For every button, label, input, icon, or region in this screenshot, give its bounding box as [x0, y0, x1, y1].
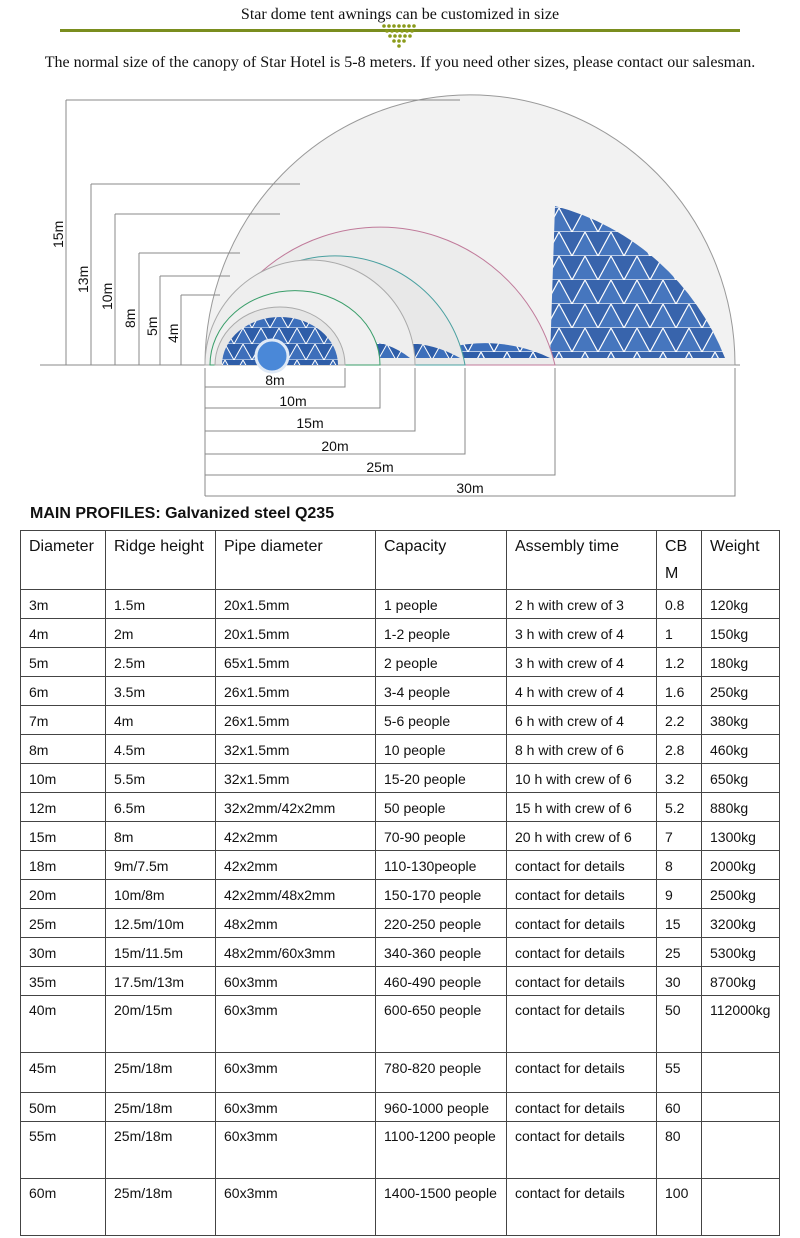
table-row: [21, 938, 780, 967]
width-label: 8m: [265, 372, 285, 388]
table-row: [21, 590, 780, 619]
table-cell: 3.5m: [106, 677, 216, 706]
table-header-row: [21, 531, 780, 590]
table-cell: 70-90 people: [376, 822, 507, 851]
table-cell: 4m: [21, 619, 106, 648]
table-header-cell: Weight: [702, 531, 780, 590]
table-cell: 50m: [21, 1093, 106, 1122]
table-cell: 100: [657, 1179, 702, 1236]
table-row: [21, 619, 780, 648]
table-header-cell: Capacity: [376, 531, 507, 590]
table-cell: 3m: [21, 590, 106, 619]
table-cell: 2000kg: [702, 851, 780, 880]
table-cell: 150-170 people: [376, 880, 507, 909]
table-cell: 10m/8m: [106, 880, 216, 909]
dome-size-diagram: [0, 88, 800, 500]
table-row: [21, 793, 780, 822]
width-label: 10m: [279, 393, 307, 409]
table-cell: 8m: [21, 735, 106, 764]
table-cell: 3-4 people: [376, 677, 507, 706]
table-cell: 2.2: [657, 706, 702, 735]
table-cell: 1400-1500 people: [376, 1179, 507, 1236]
table-cell: 45m: [21, 1053, 106, 1093]
table-cell: 7m: [21, 706, 106, 735]
table-row: [21, 1093, 780, 1122]
table-cell: 10 people: [376, 735, 507, 764]
table-cell: 880kg: [702, 793, 780, 822]
table-cell: 0.8: [657, 590, 702, 619]
table-cell: 250kg: [702, 677, 780, 706]
table-cell: contact for details: [507, 1093, 657, 1122]
table-cell: 600-650 people: [376, 996, 507, 1053]
table-row: [21, 648, 780, 677]
table-cell: 1: [657, 619, 702, 648]
table-cell: 17.5m/13m: [106, 967, 216, 996]
height-label: 8m: [122, 308, 138, 328]
table-cell: 15m/11.5m: [106, 938, 216, 967]
table-cell: 60x3mm: [216, 1179, 376, 1236]
table-cell: 3 h with crew of 4: [507, 648, 657, 677]
table-cell: 960-1000 people: [376, 1093, 507, 1122]
height-label: 10m: [99, 282, 115, 310]
table-cell: 20x1.5mm: [216, 590, 376, 619]
table-cell: 48x2mm: [216, 909, 376, 938]
table-cell: 650kg: [702, 764, 780, 793]
table-cell: 12m: [21, 793, 106, 822]
table-cell: 60x3mm: [216, 967, 376, 996]
table-header-cell: CBM: [657, 531, 702, 590]
table-cell: 3200kg: [702, 909, 780, 938]
dots-ornament: [380, 22, 420, 48]
table-cell: 25m/18m: [106, 1179, 216, 1236]
table-cell: 4.5m: [106, 735, 216, 764]
table-cell: 110-130people: [376, 851, 507, 880]
height-label: 13m: [75, 265, 91, 293]
table-cell: 1100-1200 people: [376, 1122, 507, 1179]
table-cell: 15 h with crew of 6: [507, 793, 657, 822]
table-row: [21, 1122, 780, 1179]
table-cell: 2m: [106, 619, 216, 648]
table-cell: 18m: [21, 851, 106, 880]
table-cell: 2.8: [657, 735, 702, 764]
table-cell: 10 h with crew of 6: [507, 764, 657, 793]
table-row: [21, 764, 780, 793]
table-cell: 60x3mm: [216, 1053, 376, 1093]
table-cell: [702, 1122, 780, 1179]
page-title: Star dome tent awnings can be customized in size: [240, 6, 560, 23]
table-cell: 1.2: [657, 648, 702, 677]
table-cell: 380kg: [702, 706, 780, 735]
table-cell: 1.5m: [106, 590, 216, 619]
table-cell: 60x3mm: [216, 996, 376, 1053]
table-cell: 20x1.5mm: [216, 619, 376, 648]
table-cell: 1 people: [376, 590, 507, 619]
table-cell: 4 h with crew of 4: [507, 677, 657, 706]
table-cell: 30m: [21, 938, 106, 967]
table-cell: 35m: [21, 967, 106, 996]
table-cell: 25m/18m: [106, 1053, 216, 1093]
table-cell: 8m: [106, 822, 216, 851]
profiles-heading: MAIN PROFILES: Galvanized steel Q235: [30, 505, 335, 522]
table-cell: 3.2: [657, 764, 702, 793]
table-cell: 4m: [106, 706, 216, 735]
table-cell: 30: [657, 967, 702, 996]
width-label: 20m: [321, 438, 349, 454]
table-cell: 220-250 people: [376, 909, 507, 938]
table-cell: 42x2mm: [216, 822, 376, 851]
table-cell: 12.5m/10m: [106, 909, 216, 938]
table-cell: 55: [657, 1053, 702, 1093]
table-cell: 2 h with crew of 3: [507, 590, 657, 619]
table-cell: 20m/15m: [106, 996, 216, 1053]
table-cell: 120kg: [702, 590, 780, 619]
table-cell: 40m: [21, 996, 106, 1053]
table-cell: contact for details: [507, 938, 657, 967]
table-cell: 150kg: [702, 619, 780, 648]
table-cell: 5m: [21, 648, 106, 677]
table-cell: 5300kg: [702, 938, 780, 967]
table-cell: 340-360 people: [376, 938, 507, 967]
table-cell: contact for details: [507, 1053, 657, 1093]
table-cell: 6.5m: [106, 793, 216, 822]
table-cell: contact for details: [507, 1179, 657, 1236]
table-cell: 180kg: [702, 648, 780, 677]
table-row: [21, 706, 780, 735]
table-cell: 3 h with crew of 4: [507, 619, 657, 648]
table-cell: 2 people: [376, 648, 507, 677]
table-row: [21, 996, 780, 1053]
table-cell: 7: [657, 822, 702, 851]
table-cell: 5.5m: [106, 764, 216, 793]
table-cell: 10m: [21, 764, 106, 793]
height-label: 4m: [165, 323, 181, 343]
table-cell: 6m: [21, 677, 106, 706]
table-cell: 26x1.5mm: [216, 706, 376, 735]
table-cell: 60x3mm: [216, 1122, 376, 1179]
table-cell: 1-2 people: [376, 619, 507, 648]
table-cell: 5.2: [657, 793, 702, 822]
table-cell: 1.6: [657, 677, 702, 706]
table-row: [21, 735, 780, 764]
table-cell: 9: [657, 880, 702, 909]
table-row: [21, 851, 780, 880]
table-cell: 460kg: [702, 735, 780, 764]
table-cell: 460-490 people: [376, 967, 507, 996]
height-label: 5m: [144, 316, 160, 336]
width-label: 15m: [296, 415, 324, 431]
table-cell: 60m: [21, 1179, 106, 1236]
table-cell: 15: [657, 909, 702, 938]
table-cell: 6 h with crew of 4: [507, 706, 657, 735]
table-cell: 25m/18m: [106, 1093, 216, 1122]
table-cell: 48x2mm/60x3mm: [216, 938, 376, 967]
table-cell: contact for details: [507, 967, 657, 996]
height-label: 15m: [50, 220, 66, 248]
table-cell: 1300kg: [702, 822, 780, 851]
table-row: [21, 967, 780, 996]
table-row: [21, 677, 780, 706]
table-cell: 60x3mm: [216, 1093, 376, 1122]
table-cell: contact for details: [507, 996, 657, 1053]
table-cell: 55m: [21, 1122, 106, 1179]
table-cell: 42x2mm/48x2mm: [216, 880, 376, 909]
table-cell: 2500kg: [702, 880, 780, 909]
table-cell: [702, 1179, 780, 1236]
table-cell: 25m/18m: [106, 1122, 216, 1179]
table-cell: 60: [657, 1093, 702, 1122]
width-label: 30m: [456, 480, 484, 496]
table-cell: 65x1.5mm: [216, 648, 376, 677]
table-cell: 80: [657, 1122, 702, 1179]
table-row: [21, 1179, 780, 1236]
table-row: [21, 1053, 780, 1093]
table-cell: 15m: [21, 822, 106, 851]
table-cell: contact for details: [507, 880, 657, 909]
table-cell: 25m: [21, 909, 106, 938]
table-cell: contact for details: [507, 1122, 657, 1179]
table-cell: 32x1.5mm: [216, 735, 376, 764]
page-subtitle: The normal size of the canopy of Star Hotel is 5-8 meters. If you need other sizes, please contact our salesman.: [44, 54, 756, 71]
table-cell: 8 h with crew of 6: [507, 735, 657, 764]
table-cell: 20 h with crew of 6: [507, 822, 657, 851]
table-header-cell: Diameter: [21, 531, 106, 590]
table-cell: 32x2mm/42x2mm: [216, 793, 376, 822]
table-header-cell: Assembly time: [507, 531, 657, 590]
table-cell: 50: [657, 996, 702, 1053]
table-cell: 8700kg: [702, 967, 780, 996]
table-cell: 42x2mm: [216, 851, 376, 880]
width-label: 25m: [366, 459, 394, 475]
table-header-cell: Pipe diameter: [216, 531, 376, 590]
table-cell: [702, 1093, 780, 1122]
table-cell: 25: [657, 938, 702, 967]
table-cell: contact for details: [507, 851, 657, 880]
table-row: [21, 909, 780, 938]
table-cell: contact for details: [507, 909, 657, 938]
table-cell: 20m: [21, 880, 106, 909]
table-header-cell: Ridge height: [106, 531, 216, 590]
table-cell: 5-6 people: [376, 706, 507, 735]
table-cell: 15-20 people: [376, 764, 507, 793]
specs-table: [20, 530, 780, 1236]
table-cell: 2.5m: [106, 648, 216, 677]
table-cell: 9m/7.5m: [106, 851, 216, 880]
table-row: [21, 822, 780, 851]
table-cell: 26x1.5mm: [216, 677, 376, 706]
table-row: [21, 880, 780, 909]
table-cell: 50 people: [376, 793, 507, 822]
table-cell: 112000kg: [702, 996, 780, 1053]
table-cell: 32x1.5mm: [216, 764, 376, 793]
table-cell: [702, 1053, 780, 1093]
table-cell: 8: [657, 851, 702, 880]
table-cell: 780-820 people: [376, 1053, 507, 1093]
